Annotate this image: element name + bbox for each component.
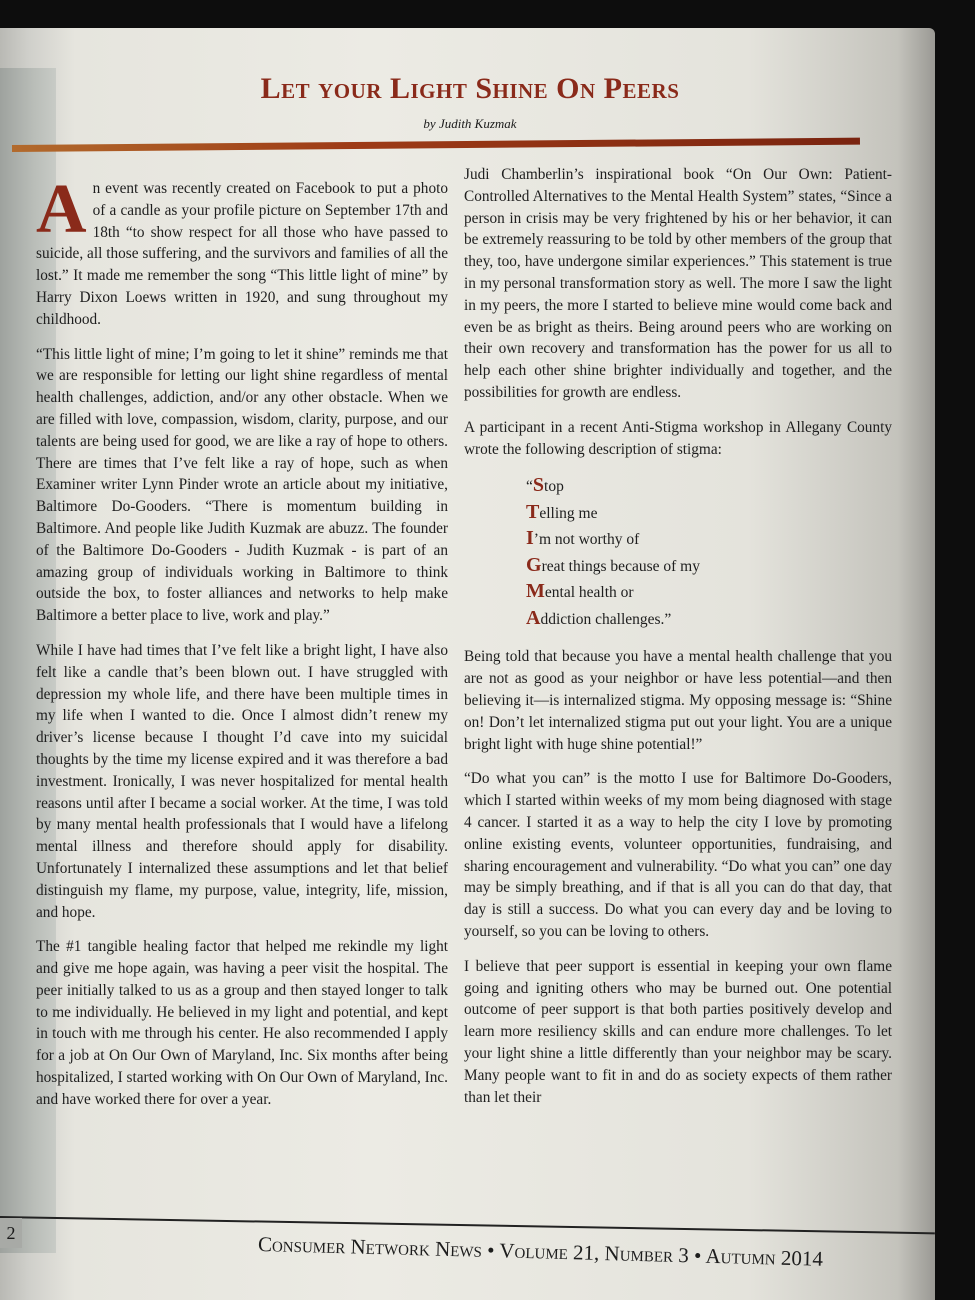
acrostic-line: “Stop [526,474,564,497]
paragraph-5: Judi Chamberlin’s inspirational book “On Our Own: Patient-Controlled Alternatives to the Mental Health System” states, “Since a person in crisis may be very frightened by his or her behavior, it can be extremely reassuring to be told by other members of the group that they, too, have undergone similar experiences.” This statement is true in my personal transformation story as well. The more I saw the light in my peers, the more I started to believe mine would come back and even be as bright as theirs. Being around peers who are working on their own recovery and transformation has the power for us all to help each other shine brighter individually and together, and the possibilities for growth are endless. [464,166,892,401]
title-divider [12,138,860,152]
acrostic-line: I’m not worthy of [526,527,640,550]
paragraph-4: The #1 tangible healing factor that helped me rekindle my light and give me hope again, was having a peer visit the hospital. The peer initially talked to us as a group and then stayed longer to talk to me individually. He believed in my light and potential, and kept in touch with me through his center. He also recommended I apply for a job at On Our Own of Maryland, Inc. Six months after being hospitalized, I started working with On Our Own of Maryland, Inc. and have worked there for over a year. [36,938,448,1108]
paragraph-7: Being told that because you have a mental health challenge that you are not as good as your neighbor or have less potential—and then believing it—is internalized stigma. My opposing message is: “Shine on! Don’t let internalized stigma put out your light. You are a unique bright light with huge shine potential!” [464,648,892,753]
paragraph-8: “Do what you can” is the motto I use for Baltimore Do-Gooders, which I started within weeks of my mom being diagnosed with stage 4 cancer. I started it as a way to help the city I love by promoting online existing events, volunteer opportunities, fundraising, and sharing encouragement and vulnerability. “Do what you can” one day may be simply breathing, and if that is all you can do that day, that day is still a success. Do what you can every day and be loving to yourself, so you can be loving to others. [464,770,892,940]
acrostic-line: Telling me [526,500,598,523]
paragraph-6: A participant in a recent Anti-Stigma workshop in Allegany County wrote the following description of stigma: [464,418,892,458]
left-column [36,171,448,1124]
right-column [464,164,892,1121]
acrostic-line: Great things because of my [526,553,700,576]
stigma-acrostic [526,473,892,632]
article-title: Let your Light Shine On Peers [260,72,680,105]
page-number: 2 [0,1218,22,1248]
article-byline: by Judith Kuzmak [423,116,517,131]
publication-footer: Consumer Network News • Volume 21, Number 3 • Autumn 2014 [257,1232,824,1271]
paragraph-2: “This little light of mine; I’m going to let it shine” reminds me that we are responsible for letting our light shine regardless of mental health challenges, addiction, and/or any other obstacle. When we are filled with love, compassion, wisdom, clarity, purpose, and our talents are being used for good, we are like a ray of hope to others. There are times that I’ve felt like a ray of hope, such as when Examiner writer Lynn Pinder wrote an article about my initiative, Baltimore Do-Gooders. “There is momentum building in Baltimore. And people like Judith Kuzmak are abuzz. The founder of the Baltimore Do-Gooders - Judith Kuzmak - is part of an amazing group of individuals working in Baltimore to think outside the box, to foster alliances and networks to help make Baltimore a better place to live, work and play.” [36,345,448,625]
paragraph-3: While I have had times that I’ve felt like a bright light, I have also felt like a candle that’s been blown out. I have struggled with depression my whole life, and there have been multiple times in my life when I wanted to die. Once I almost didn’t renew my driver’s license because I thought I’d cave into my suicidal thoughts by the time my license expired and it was therefore a bad investment. Ironically, I was never hospitalized for mental health reasons until after I became a social worker. At the time, I was told by many mental health professionals that I would have a lifelong mental illness and therefore should apply for disability. Unfortunately I internalized these assumptions and let that belief distinguish my flame, my purpose, value, integrity, life, mission, and hope. [36,641,448,921]
acrostic-line: Mental health or [526,580,634,603]
drop-cap: A [36,171,87,248]
paragraph-9: I believe that peer support is essential in keeping your own flame going and igniting others who may be burned out. One potential outcome of peer support is that both parties positively develop and learn more resiliency skills and can endure more challenges. To let your light shine a little differently than your neighbor may be scary. Many people want to fit in and do as society expects of them rather than let their [464,957,892,1106]
magazine-page [0,28,935,1300]
paragraph-1 [36,171,448,331]
paragraph-1-text: n event was recently created on Facebook to put a photo of a candle as your profile picture on September 17th and 18th “to show respect for all those who have passed to suicide, all those suffering, and the survivors and families of all the lost.” It made me remember the song “This little light of mine” by Harry Dixon Loews written in 1920, and sung throughout my childhood. [36,180,448,328]
acrostic-line: Addiction challenges.” [526,606,672,629]
footer-divider [0,1216,935,1234]
